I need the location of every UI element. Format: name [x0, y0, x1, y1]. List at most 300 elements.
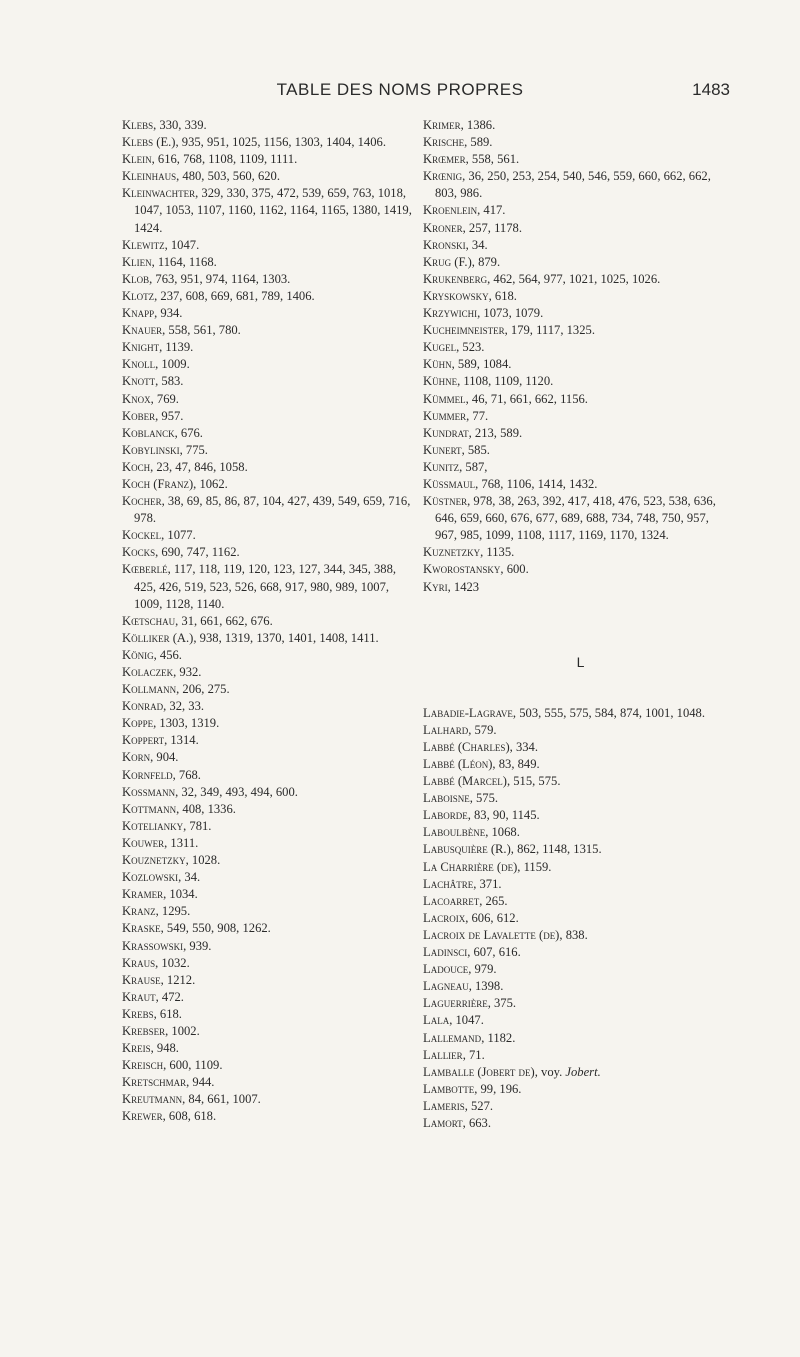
entry-page-refs: , 527.: [464, 1098, 494, 1113]
entry-name: Kühn: [423, 357, 452, 372]
entry-name: Kworostansky: [423, 562, 501, 577]
entry-name: Krukenberg: [423, 271, 488, 286]
index-entry: [122, 938, 412, 955]
entry-name: König: [122, 647, 154, 662]
index-entry: [122, 989, 412, 1006]
index-entry: [423, 459, 718, 476]
entry-name: Kyri: [423, 579, 448, 594]
entry-page-refs: , 1032.: [155, 955, 190, 970]
index-entry: [423, 561, 718, 578]
entry-name: Kucheimneister: [423, 323, 505, 338]
entry-name: Kranz: [122, 904, 156, 919]
index-entry: [423, 893, 718, 910]
entry-name: Korn: [122, 750, 151, 765]
entry-page-refs: , 957.: [155, 408, 184, 423]
entry-page-refs: , 83, 849.: [492, 757, 540, 771]
entry-page-refs: , 558, 561.: [465, 152, 520, 167]
entry-name: Kreisch: [122, 1058, 164, 1073]
entry-name: Klien: [122, 254, 152, 269]
entry-page-refs: , 879.: [471, 254, 501, 269]
entry-name: Lacroix: [423, 910, 466, 925]
index-entry: [122, 784, 412, 801]
entry-name: Knoll: [122, 357, 156, 372]
entry-name: Kossmann: [122, 784, 176, 799]
index-entry: [423, 841, 718, 858]
entry-page-refs: , 32, 33.: [163, 699, 205, 714]
index-entry: [423, 288, 718, 305]
entry-page-refs: , 36, 250, 253, 254, 540, 546, 559, 660, 662, 662, 803, 986.: [435, 169, 711, 201]
entry-page-refs: , 768.: [172, 767, 201, 782]
entry-page-refs: , 944.: [186, 1075, 215, 1090]
index-entry: [122, 613, 412, 630]
entry-page-refs: , 1311.: [164, 835, 199, 850]
entry-page-refs: , 616, 768, 1108, 1109, 1111.: [151, 152, 298, 167]
entry-page-refs: , 503, 555, 575, 584, 874, 1001, 1048.: [512, 705, 705, 720]
entry-name: Labadie-Lagrave: [423, 705, 513, 720]
entry-page-refs: , 606, 612.: [465, 910, 519, 925]
entry-page-refs: , 99, 196.: [474, 1081, 522, 1096]
entry-page-refs: , 585.: [461, 442, 490, 457]
index-entry: [122, 459, 412, 476]
index-entry: [423, 756, 718, 773]
entry-name: Kraus: [122, 955, 156, 970]
entry-page-refs: , 117, 118, 119, 120, 123, 127, 344, 345, 388, 425, 426, 519, 523, 526, 668, 917, 980, 989, 1007, 1009, 1128, 1140.: [134, 562, 397, 611]
index-column-left: [122, 117, 412, 1126]
index-entry: [423, 271, 718, 288]
entry-page-refs: , 456.: [153, 647, 182, 662]
entry-page-refs: , 1077.: [161, 528, 196, 543]
entry-page-refs: , 84, 661, 1007.: [182, 1092, 261, 1107]
index-entry: [122, 561, 412, 612]
entry-name: Kummer: [423, 408, 467, 423]
entry-page-refs: , 763, 951, 974, 1164, 1303.: [149, 271, 291, 286]
entry-name: Laboisne: [423, 791, 470, 806]
entry-name: Knapp: [122, 306, 155, 321]
index-entry: [122, 134, 412, 151]
entry-name: Knott: [122, 374, 156, 389]
entry-page-refs: , 38, 69, 85, 86, 87, 104, 427, 439, 549, 659, 716, 978.: [134, 494, 411, 526]
entry-name: Klewitz: [122, 237, 165, 252]
entry-page-refs: , 1159.: [517, 859, 552, 874]
index-entry: [423, 773, 718, 790]
index-entry: [122, 767, 412, 784]
index-entry: [423, 1047, 718, 1064]
index-entry: [122, 630, 412, 647]
entry-page-refs: , 1047.: [164, 237, 200, 252]
index-entry: [122, 271, 412, 288]
index-entry: [122, 493, 412, 527]
entry-page-refs: , 1028.: [185, 853, 221, 868]
index-entry: [122, 356, 412, 373]
index-entry: [423, 476, 718, 493]
entry-page-refs: , 1139.: [159, 340, 194, 355]
entry-page-refs: , 676.: [174, 425, 203, 440]
entry-page-refs: , 371.: [473, 876, 502, 891]
entry-page-refs: , 334.: [509, 739, 538, 754]
entry-name: Kühne: [423, 374, 458, 389]
entry-page-refs: , 1212.: [160, 972, 196, 987]
entry-page-refs: , 515, 575.: [506, 774, 561, 789]
entry-page-refs: , 663.: [462, 1115, 491, 1130]
index-entry: [423, 705, 718, 722]
index-entry: [423, 978, 718, 995]
index-entry: [122, 698, 412, 715]
index-entry: [423, 859, 718, 876]
entry-page-refs: , 608, 618.: [162, 1109, 217, 1124]
index-entry: [423, 493, 718, 544]
entry-page-refs: , 932.: [173, 665, 202, 679]
entry-name: Kleinwachter: [122, 186, 196, 201]
entry-page-refs: , 1002.: [165, 1023, 200, 1038]
entry-name: Lagneau: [423, 979, 469, 994]
entry-page-refs: , 34.: [178, 870, 201, 885]
index-entry: [122, 288, 412, 305]
entry-name: Kramer: [122, 887, 164, 902]
index-entry: [423, 876, 718, 893]
index-entry: [423, 134, 718, 151]
entry-name: Koblanck: [122, 425, 175, 440]
entry-name: Krebs: [122, 1006, 154, 1021]
entry-name: Krewer: [122, 1109, 163, 1124]
index-entry: [122, 544, 412, 561]
index-entry: [423, 168, 718, 202]
entry-page-refs: , 1295.: [155, 904, 191, 919]
entry-page-refs: , 408, 1336.: [176, 801, 236, 816]
entry-name: Lalhard: [423, 722, 469, 737]
entry-page-refs: , 31, 661, 662, 676.: [175, 613, 273, 628]
index-entry: [122, 391, 412, 408]
index-entry: [122, 339, 412, 356]
entry-name: Koppert: [122, 733, 165, 748]
index-entry: [122, 869, 412, 886]
entry-page-refs: , 862, 1148, 1315.: [510, 842, 602, 857]
entry-name: Kornfeld: [122, 767, 173, 782]
index-entry: [423, 391, 718, 408]
entry-name: Kœtschau: [122, 613, 176, 628]
entry-name: Krœnig: [423, 169, 463, 184]
entry-page-refs: , 34.: [465, 237, 488, 252]
entry-page-refs: , 600.: [500, 562, 529, 577]
index-entry: [122, 818, 412, 835]
index-entry: [122, 237, 412, 254]
entry-name: Kober: [122, 408, 156, 423]
index-entry: [423, 927, 718, 944]
entry-name: Kouwer: [122, 835, 165, 850]
entry-page-refs: , 587,: [459, 459, 488, 474]
entry-page-refs: , 579.: [468, 722, 497, 737]
index-entry: [423, 579, 718, 596]
entry-page-refs: , 179, 1117, 1325.: [504, 323, 595, 338]
entry-name: Laguerrière: [423, 996, 488, 1011]
index-entry: [423, 1030, 718, 1047]
entry-name: Lambotte: [423, 1081, 475, 1096]
entry-page-refs: , 1062.: [193, 476, 228, 491]
entry-name: Kraske: [122, 921, 161, 936]
page-number: 1483: [692, 80, 730, 99]
entry-name: La Charrière (de): [423, 859, 518, 874]
index-entry: [122, 1040, 412, 1057]
index-entry: [122, 835, 412, 852]
entry-name: Kreutmann: [122, 1092, 183, 1107]
entry-name: Küssmaul: [423, 476, 476, 491]
entry-page-refs: , 417.: [477, 203, 506, 218]
entry-page-refs: , 768, 1106, 1414, 1432.: [475, 476, 598, 491]
entry-name: Konrad: [122, 699, 164, 714]
index-entry: [423, 339, 718, 356]
entry-name: Kleinhaus: [122, 169, 177, 184]
index-entry: [423, 373, 718, 390]
entry-name: Kroenlein: [423, 203, 478, 218]
entry-name: Klebs (E.): [122, 135, 176, 150]
entry-page-refs: , 77.: [466, 408, 489, 423]
entry-name: Laborde: [423, 808, 468, 823]
entry-name: Koch: [122, 459, 151, 474]
entry-page-refs: , voy.: [534, 1064, 566, 1079]
entry-page-refs: , 1398.: [468, 979, 504, 994]
entry-name: Ladinsci: [423, 945, 468, 960]
entry-name: Labbé (Marcel): [423, 774, 507, 789]
entry-name: Kundrat: [423, 425, 469, 440]
index-entry: [122, 1091, 412, 1108]
index-entry: [122, 852, 412, 869]
entry-name: Knight: [122, 340, 160, 355]
index-entry: [122, 972, 412, 989]
entry-name: Kreis: [122, 1041, 151, 1056]
entry-page-refs: , 83, 90, 1145.: [467, 808, 540, 823]
entry-name: Kœberlé: [122, 562, 168, 577]
entry-page-refs: , 23, 47, 846, 1058.: [150, 459, 248, 474]
entry-name: Lamballe (Jobert de): [423, 1064, 535, 1079]
index-entry: [423, 1064, 718, 1081]
entry-name: Kunitz: [423, 459, 460, 474]
entry-name: Küstner: [423, 494, 468, 509]
index-entry: [423, 995, 718, 1012]
index-entry: [423, 220, 718, 237]
entry-page-refs: , 462, 564, 977, 1021, 1025, 1026.: [487, 271, 661, 286]
entry-page-refs: , 589, 1084.: [451, 357, 512, 372]
entry-page-refs: , 1135.: [480, 545, 515, 560]
entry-page-refs: , 838.: [559, 927, 588, 942]
index-entry: [122, 732, 412, 749]
entry-page-refs: , 1108, 1109, 1120.: [457, 374, 554, 389]
entry-page-refs: , 769.: [150, 391, 179, 406]
entry-page-refs: , 600, 1109.: [163, 1058, 223, 1073]
index-entry: [122, 1057, 412, 1074]
index-entry: [423, 356, 718, 373]
entry-name: Kottmann: [122, 801, 177, 816]
index-section-l: [423, 705, 718, 1132]
entry-name: Kozlowski: [122, 870, 179, 885]
entry-name: Kotelianky: [122, 818, 184, 833]
index-entry: [423, 408, 718, 425]
index-entry: [122, 442, 412, 459]
entry-page-refs: , 618.: [153, 1006, 182, 1021]
index-entry: [122, 151, 412, 168]
entry-page-refs: , 237, 608, 669, 681, 789, 1406.: [154, 288, 315, 303]
entry-page-refs: , 978, 38, 263, 392, 417, 418, 476, 523, 538, 636, 646, 659, 660, 676, 677, 689, 688, 734, 748, 750, 957, 967, 985, 1099, 1108, 1117, 1169, 1170, 1324.: [435, 494, 716, 543]
index-entry: [122, 322, 412, 339]
entry-page-refs: , 472.: [155, 989, 184, 1004]
index-entry: [423, 237, 718, 254]
entry-page-refs: , 934.: [154, 306, 183, 321]
entry-page-refs: , 257, 1178.: [462, 220, 522, 235]
index-column-right: [423, 117, 718, 1132]
index-entry: [122, 305, 412, 322]
entry-page-refs: , 375.: [487, 996, 517, 1011]
index-entry: [423, 322, 718, 339]
entry-page-refs: , 607, 616.: [467, 945, 521, 960]
entry-name: Lamort: [423, 1115, 463, 1130]
entry-name: Kobylinski: [122, 442, 180, 457]
entry-page-refs: , 480, 503, 560, 620.: [176, 169, 280, 184]
entry-name: Krug (F.): [423, 254, 472, 269]
entry-name: Knox: [122, 391, 151, 406]
entry-name: Lacroix de Lavalette (de): [423, 927, 560, 942]
entry-name: Ladouce: [423, 962, 469, 977]
entry-name: Knauer: [122, 323, 163, 338]
entry-page-refs: , 329, 330, 375, 472, 539, 659, 763, 1018, 1047, 1053, 1107, 1160, 1162, 1164, 1165, 1380, 1419, 1424.: [134, 186, 412, 235]
entry-name: Klebs: [122, 118, 154, 132]
entry-name: Kroner: [423, 220, 463, 235]
entry-page-refs: , 1068.: [485, 825, 520, 840]
entry-name: Klotz: [122, 288, 155, 303]
index-entry: [122, 664, 412, 681]
entry-name: Krebser: [122, 1023, 166, 1038]
index-entry: [122, 408, 412, 425]
entry-name: Lachâtre: [423, 876, 474, 891]
index-entry: [122, 920, 412, 937]
entry-see-also: Jobert.: [565, 1064, 601, 1079]
entry-name: Klein: [122, 152, 152, 167]
index-entry: [423, 824, 718, 841]
entry-name: Koppe: [122, 716, 154, 731]
index-entry: [423, 544, 718, 561]
entry-name: Kretschmar: [122, 1075, 187, 1090]
entry-page-refs: , 1303, 1319.: [153, 716, 220, 731]
entry-name: Kugel: [423, 340, 457, 355]
entry-page-refs: , 213, 589.: [468, 425, 523, 440]
index-entry: [423, 1081, 718, 1098]
index-entry: [122, 1006, 412, 1023]
index-entry: [122, 903, 412, 920]
entry-page-refs: , 583.: [155, 374, 184, 389]
index-entry: [423, 722, 718, 739]
entry-name: Krœmer: [423, 152, 466, 167]
entry-page-refs: , 32, 349, 493, 494, 600.: [175, 784, 298, 799]
entry-page-refs: , 1034.: [163, 887, 198, 902]
index-entry: [122, 254, 412, 271]
index-entry: [122, 1108, 412, 1125]
index-entry: [423, 117, 718, 134]
entry-page-refs: , 523.: [456, 340, 485, 355]
entry-page-refs: , 1164, 1168.: [151, 254, 217, 269]
index-entry: [122, 749, 412, 766]
entry-page-refs: , 1386.: [460, 118, 496, 132]
index-entry: [122, 185, 412, 236]
index-entry: [423, 910, 718, 927]
entry-page-refs: , 46, 71, 661, 662, 1156.: [465, 391, 588, 406]
index-entry: [423, 961, 718, 978]
index-entry: [423, 807, 718, 824]
index-entry: [122, 373, 412, 390]
entry-page-refs: , 618.: [488, 288, 517, 303]
index-entry: [423, 1098, 718, 1115]
entry-name: Kolaczek: [122, 665, 174, 679]
index-entry: [423, 151, 718, 168]
index-entry: [423, 1115, 718, 1132]
entry-page-refs: , 575.: [469, 791, 499, 806]
entry-name: Kümmel: [423, 391, 466, 406]
index-entry: [122, 425, 412, 442]
index-entry: [122, 681, 412, 698]
entry-page-refs: , 1047.: [449, 1013, 484, 1028]
entry-page-refs: , 71.: [462, 1047, 485, 1062]
index-entry: [423, 425, 718, 442]
entry-name: Labbé (Léon): [423, 757, 493, 771]
entry-name: Krzywichi: [423, 306, 478, 321]
entry-name: Kocher: [122, 494, 162, 509]
entry-page-refs: , 1314.: [164, 733, 199, 748]
entry-page-refs: , 330, 339.: [153, 118, 207, 132]
entry-name: Kockel: [122, 528, 162, 543]
entry-name: Krassowski: [122, 938, 184, 953]
page-title: TABLE DES NOMS PROPRES: [276, 80, 524, 99]
entry-name: Laboulbène: [423, 825, 486, 840]
index-entry: [122, 955, 412, 972]
entry-name: Krische: [423, 135, 465, 150]
index-entry: [423, 202, 718, 219]
running-head: [0, 80, 800, 110]
entry-page-refs: , 1009.: [155, 357, 190, 372]
entry-name: Kunert: [423, 442, 462, 457]
entry-page-refs: , 589.: [464, 135, 493, 150]
entry-page-refs: , 904.: [150, 750, 179, 765]
entry-page-refs: , 775.: [179, 442, 208, 457]
index-entry: [122, 1023, 412, 1040]
entry-name: Krause: [122, 972, 161, 987]
entry-page-refs: , 690, 747, 1162.: [155, 545, 240, 560]
index-entry: [122, 715, 412, 732]
index-entry: [122, 886, 412, 903]
entry-name: Labbé (Charles): [423, 739, 510, 754]
entry-name: Lallier: [423, 1047, 463, 1062]
index-entry: [423, 442, 718, 459]
entry-name: Lameris: [423, 1098, 465, 1113]
index-entry: [423, 1012, 718, 1029]
index-entry: [423, 944, 718, 961]
index-entry: [122, 168, 412, 185]
index-entry: [122, 476, 412, 493]
entry-name: Lala: [423, 1013, 450, 1028]
index-entry: [423, 790, 718, 807]
entry-name: Labusquière (R.): [423, 842, 511, 857]
index-entry: [423, 739, 718, 756]
entry-name: Klob: [122, 271, 150, 286]
entry-page-refs: , 549, 550, 908, 1262.: [160, 921, 271, 936]
index-section-k: [423, 117, 718, 596]
index-entry: [122, 527, 412, 544]
letter-heading: L: [576, 653, 585, 670]
index-entry: [122, 1074, 412, 1091]
entry-name: Kölliker (A.): [122, 630, 194, 645]
entry-page-refs: , 206, 275.: [176, 682, 230, 697]
entry-name: Kronski: [423, 237, 466, 252]
index-entry: [423, 254, 718, 271]
entry-name: Kouznetzky: [122, 853, 186, 868]
entry-page-refs: , 1423: [447, 579, 480, 594]
entry-name: Kryskowsky: [423, 288, 489, 303]
entry-name: Kuznetzky: [423, 545, 481, 560]
